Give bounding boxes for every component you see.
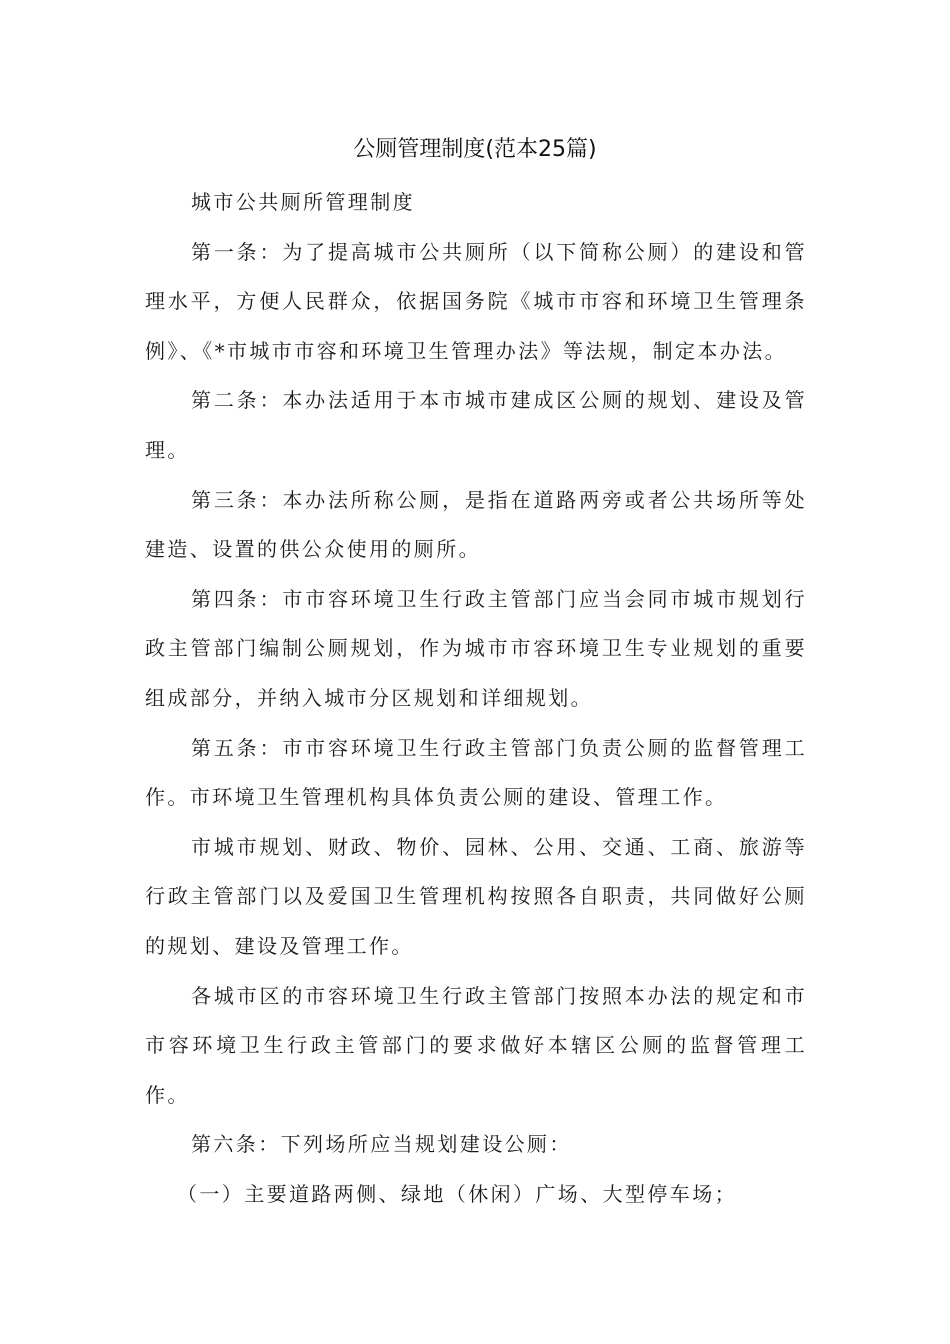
document-body <box>145 178 807 1219</box>
article-5-paragraph-2: 市城市规划、财政、物价、园林、公用、交通、工商、旅游等行政主管部门以及爱国卫生管理机构按照各自职责，共同做好公厕的规划、建设及管理工作。 <box>145 834 807 958</box>
article-6-list-item-1: （一）主要道路两侧、绿地（休闲）广场、大型停车场； <box>177 1181 737 1206</box>
article-2-paragraph: 第二条：本办法适用于本市城市建成区公厕的规划、建设及管理。 <box>145 388 807 462</box>
article-3-paragraph: 第三条：本办法所称公厕，是指在道路两旁或者公共场所等处建造、设置的供公众使用的厕所。 <box>145 487 807 562</box>
article-5-paragraph: 第五条：市市容环境卫生行政主管部门负责公厕的监督管理工作。市环境卫生管理机构具体负责公厕的建设、管理工作。 <box>145 735 807 810</box>
article-1-paragraph: 第一条：为了提高城市公共厕所（以下简称公厕）的建设和管理水平，方便人民群众，依据国务院《城市市容和环境卫生管理条例》、《*市城市市容和环境卫生管理办法》等法规，制定本办法。 <box>145 239 807 363</box>
article-4-paragraph: 第四条：市市容环境卫生行政主管部门应当会同市城市规划行政主管部门编制公厕规划，作为城市市容环境卫生专业规划的重要组成部分，并纳入城市分区规划和详细规划。 <box>145 586 807 710</box>
article-5-paragraph-3: 各城市区的市容环境卫生行政主管部门按照本办法的规定和市市容环境卫生行政主管部门的要求做好本辖区公厕的监督管理工作。 <box>145 983 807 1107</box>
article-6-paragraph: 第六条：下列场所应当规划建设公厕： <box>191 1132 572 1157</box>
document-title: 公厕管理制度(范本25篇) <box>353 137 597 162</box>
section-heading: 城市公共厕所管理制度 <box>191 190 415 214</box>
